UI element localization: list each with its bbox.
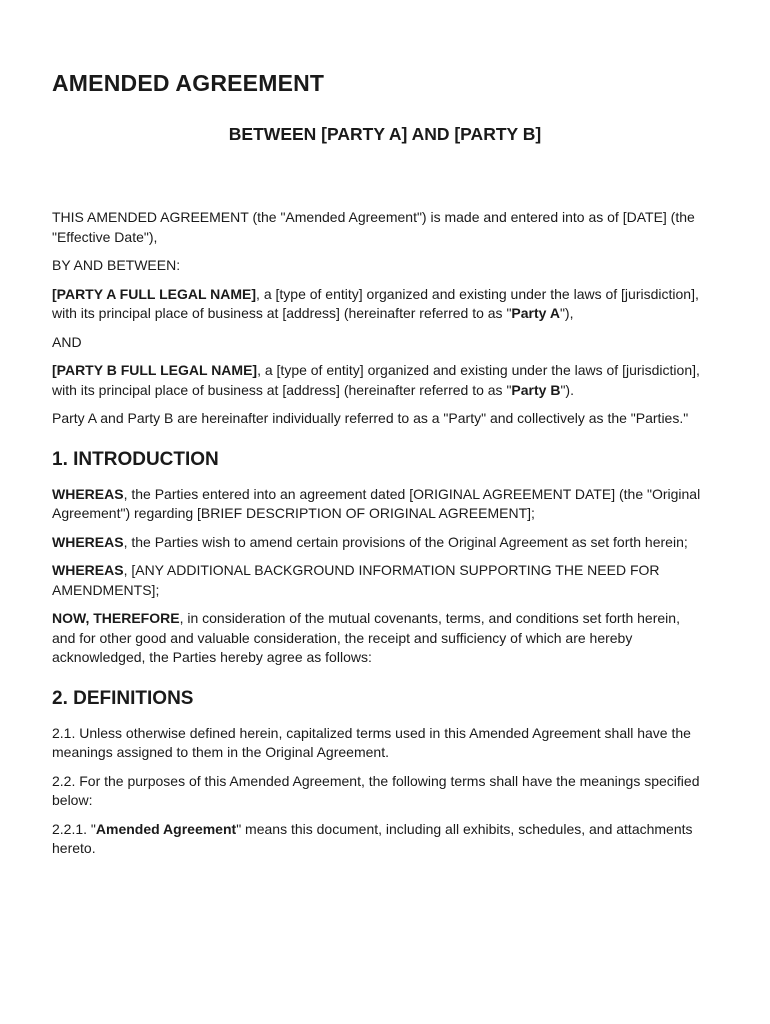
- whereas-1: [52, 485, 704, 524]
- party-a-text: , a [type of entity] organized and existing under the laws of [jurisdiction], with its principal place of business at [address] (hereinafter referred to as ": [52, 285, 699, 321]
- now-therefore-label: NOW, THEREFORE: [52, 610, 180, 626]
- whereas-3: [52, 561, 704, 600]
- whereas-2-text: , the Parties wish to amend certain provisions of the Original Agreement as set forth herein;: [123, 533, 688, 550]
- now-therefore-text: , in consideration of the mutual covenants, terms, and conditions set forth herein, and for other good and valuable consideration, the receipt and sufficiency of which are hereby acknowledged, the Parties hereby agree as follows:: [52, 610, 680, 665]
- party-b-name: [PARTY B FULL LEGAL NAME]: [52, 362, 258, 378]
- clause-2-1: 2.1. Unless otherwise defined herein, capitalized terms used in this Amended Agreement shall have the meanings assigned to them in the Original Agreement.: [52, 724, 691, 760]
- clause-2-2-1-prefix: 2.2.1. ": [52, 820, 96, 837]
- document-title: AMENDED AGREEMENT: [52, 70, 325, 96]
- section-1-heading: 1. INTRODUCTION: [52, 448, 219, 470]
- party-b-end: ").: [560, 381, 574, 398]
- clause-2-2-1-term: Amended Agreement: [95, 820, 237, 837]
- document-subtitle: BETWEEN [PARTY A] AND [PARTY B]: [228, 124, 542, 144]
- parties-note: Party A and Party B are hereinafter individually referred to as a "Party" and collectively as the "Parties.": [52, 410, 689, 426]
- party-a-short: Party A: [511, 305, 560, 321]
- whereas-2: [52, 533, 704, 553]
- whereas-label: WHEREAS: [52, 562, 124, 578]
- clause-2-2-1: [52, 820, 704, 859]
- clause-2-2: 2.2. For the purposes of this Amended Agreement, the following terms shall have the meanings specified below:: [52, 772, 700, 808]
- party-a-paragraph: [52, 285, 704, 324]
- party-a-end: "),: [559, 305, 574, 321]
- document-body: [52, 208, 704, 868]
- whereas-1-text: , the Parties entered into an agreement dated [ORIGINAL AGREEMENT DATE] (the "Original Agreement") regarding [BRIEF DESCRIPTION OF ORIGINAL AGREEMENT];: [52, 485, 701, 521]
- whereas-label: WHEREAS: [52, 485, 124, 502]
- party-b-short: Party B: [511, 381, 561, 398]
- now-therefore: [52, 609, 704, 668]
- section-2-heading: 2. DEFINITIONS: [52, 687, 194, 709]
- clause-2-2-1-text: " means this document, including all exhibits, schedules, and attachments hereto.: [52, 820, 693, 856]
- party-b-paragraph: [52, 361, 704, 400]
- by-and-between: BY AND BETWEEN:: [52, 257, 181, 273]
- whereas-label: WHEREAS: [52, 533, 124, 550]
- intro-paragraph: THIS AMENDED AGREEMENT (the "Amended Agreement") is made and entered into as of [DATE] (the "Effective Date"),: [52, 209, 695, 245]
- whereas-3-text: , [ANY ADDITIONAL BACKGROUND INFORMATION SUPPORTING THE NEED FOR AMENDMENTS];: [52, 562, 660, 598]
- and-separator: AND: [52, 333, 82, 350]
- party-a-name: [PARTY A FULL LEGAL NAME]: [52, 285, 257, 302]
- party-b-text: , a [type of entity] organized and existing under the laws of [jurisdiction], with its principal place of business at [address] (hereinafter referred to as ": [52, 362, 700, 398]
